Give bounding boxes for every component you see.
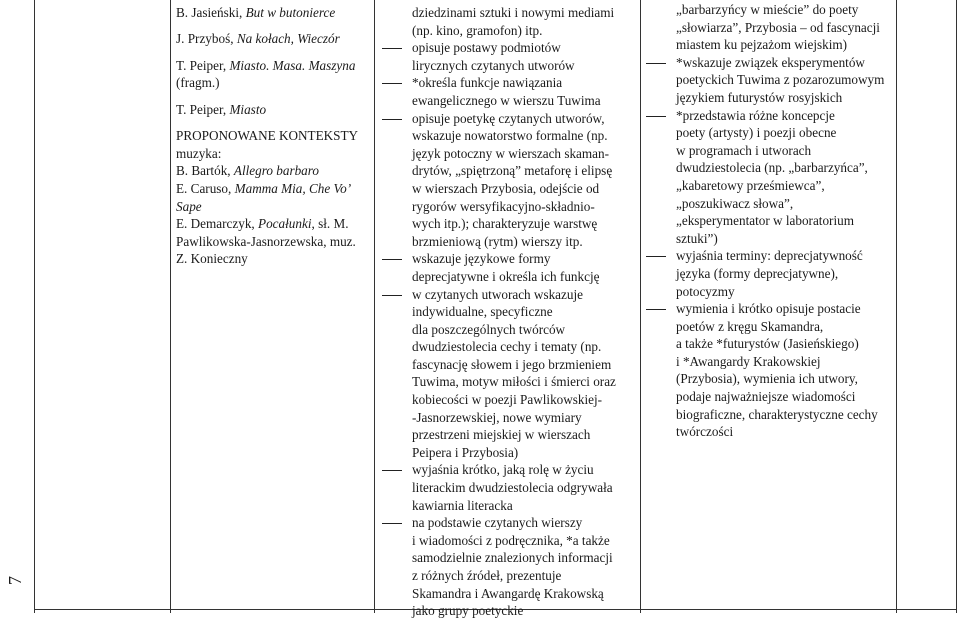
learning-goals-column xyxy=(378,4,640,620)
bullet-item-line: w programach i utworach xyxy=(676,142,812,158)
bullet-item-line: przestrzeni miejskiej w wierszach xyxy=(412,427,591,443)
bullet-item-line: dwudziestolecia (np. „barbarzyńca”, xyxy=(676,160,868,176)
bullet-item-line: *wskazuje związek eksperymentów xyxy=(676,54,865,70)
bullet-item-line: samodzielnie znalezionych informacji xyxy=(412,550,613,566)
bullet-item xyxy=(378,110,640,251)
text-title: Allegro barbaro xyxy=(233,163,319,179)
bullet-item-line: językiem futurystów rosyjskich xyxy=(676,89,843,105)
dash-bullet-icon xyxy=(642,300,666,318)
bullet-item-line: ewangelicznego w wierszu Tuwima xyxy=(412,92,601,108)
bullet-item-line: wyjaśnia terminy: deprecjatywność xyxy=(676,248,863,264)
dash-bullet-icon xyxy=(378,461,402,479)
text-entry-line xyxy=(176,233,368,251)
bullet-item-line: -Jasnorzewskiej, nowe wymiary xyxy=(412,409,582,425)
bullet-item-line: *przedstawia różne koncepcje xyxy=(676,107,835,123)
bullet-item xyxy=(642,300,894,441)
bullet-item xyxy=(378,286,640,462)
text-author: , sł. M. xyxy=(311,216,349,232)
bullet-item xyxy=(378,461,640,514)
text-title: Sape xyxy=(176,198,202,214)
bullet-item-line: poetów z kręgu Skamandra, xyxy=(676,318,824,334)
table-border-col2 xyxy=(374,0,375,613)
bullet-item-line: języka (formy deprecjatywne), xyxy=(676,265,839,281)
continued-text-line: miastem ku pejzażom wiejskim) xyxy=(676,37,848,53)
bullet-item-line: sztuki”) xyxy=(676,230,718,246)
bullet-item xyxy=(642,107,894,248)
bullet-item-line: wyjaśnia krótko, jaką rolę w życiu xyxy=(412,462,594,478)
bullet-item-line: opisuje postawy podmiotów xyxy=(412,40,561,56)
bullet-item-line: dwudziestolecia cechy i tematy (np. xyxy=(412,339,602,355)
bullet-item-line: na podstawie czytanych wierszy xyxy=(412,515,583,531)
bullet-item-line: w wierszach Przybosia, odejście od xyxy=(412,180,600,196)
text-author: PROPONOWANE KONTEKSTY xyxy=(176,128,359,144)
dash-bullet-icon xyxy=(378,514,402,532)
bullet-item-line: indywidualne, specyficzne xyxy=(412,304,553,320)
text-title: But w butonierce xyxy=(245,5,336,20)
text-entry-line xyxy=(176,127,368,145)
bullet-item-line: a także *futurystów (Jasieńskiego) xyxy=(676,336,859,352)
text-author: E. Caruso, xyxy=(176,180,235,196)
continued-text-line: „barbarzyńcy w mieście” do poety xyxy=(676,2,859,17)
bullet-item-line: Peipera i Przybosia) xyxy=(412,444,519,460)
bullet-item-line: jako grupy poetyckie xyxy=(412,603,524,619)
dash-bullet-icon xyxy=(378,286,402,304)
continued-text-line: (np. kino, gramofon) itp. xyxy=(412,22,543,38)
bullet-item-line: biograficzne, charakterystyczne cechy xyxy=(676,406,878,422)
dash-bullet-icon xyxy=(642,54,666,72)
bullet-item-line: (Przybosia), wymienia ich utwory, xyxy=(676,371,858,387)
text-author: muzyka: xyxy=(176,145,222,161)
dash-bullet-icon xyxy=(378,250,402,268)
text-entry-line xyxy=(176,74,368,92)
dash-bullet-icon xyxy=(378,110,402,128)
bullet-item-line: wskazuje językowe formy xyxy=(412,251,551,267)
bullet-item-line: rygorów wersyfikacyjno-składnio- xyxy=(412,198,595,214)
text-author: (fragm.) xyxy=(176,75,220,91)
continued-text-line: dziedzinami sztuki i nowymi mediami xyxy=(412,5,615,20)
text-entry-line xyxy=(176,30,368,48)
text-entry-line xyxy=(176,57,368,75)
text-entry-line xyxy=(176,4,368,22)
bullet-item-line: opisuje poetykę czytanych utworów, xyxy=(412,110,605,126)
bullet-item-line: lirycznych czytanych utworów xyxy=(412,57,575,73)
bullet-item xyxy=(642,247,894,300)
page-number: 7 xyxy=(4,575,25,585)
text-author: J. Przyboś, xyxy=(176,31,237,47)
text-entry-line xyxy=(176,198,368,216)
bullet-item-line: twórczości xyxy=(676,424,734,440)
bullet-item-line: poetyckich Tuwima z pozarozumowym xyxy=(676,72,885,88)
text-entry-line xyxy=(176,215,368,233)
table-border-col3 xyxy=(640,0,641,613)
bullet-item-line: Skamandra i Awangardę Krakowską xyxy=(412,585,604,601)
text-author: T. Peiper, xyxy=(176,101,230,117)
table-border-col4 xyxy=(896,0,897,613)
text-entry-line xyxy=(176,101,368,119)
bullet-item-line: wych itp.); charakteryzuje warstwę xyxy=(412,216,598,232)
bullet-item-line: fascynację słowem i jego brzmieniem xyxy=(412,356,612,372)
dash-bullet-icon xyxy=(378,39,402,57)
bullet-item-line: w czytanych utworach wskazuje xyxy=(412,286,583,302)
bullet-item-line: drytów, „spiętrzoną” metaforę i elipsę xyxy=(412,163,613,179)
table-border-left xyxy=(34,0,35,613)
bullet-item-line: „kabaretowy prześmiewca”, xyxy=(676,177,825,193)
text-entry-line xyxy=(176,180,368,198)
bullet-item-line: z różnych źródeł, prezentuje xyxy=(412,568,562,583)
text-title: Pocałunki xyxy=(258,216,312,232)
dash-bullet-icon xyxy=(642,107,666,125)
dash-bullet-icon xyxy=(642,247,666,265)
bullet-item xyxy=(378,250,640,285)
bullet-item xyxy=(378,39,640,74)
bullet-item-line: „eksperymentator w laboratorium xyxy=(676,213,854,229)
table-border-right xyxy=(956,0,957,613)
text-author: B. Bartók, xyxy=(176,163,234,179)
text-author: B. Jasieński, xyxy=(176,5,246,20)
text-author: E. Demarczyk, xyxy=(176,216,259,232)
text-title: Miasto. Masa. Maszyna xyxy=(229,57,356,73)
bullet-item-line: język potoczny w wierszach skaman- xyxy=(412,145,610,161)
bullet-item-line: i wiadomości z podręcznika, *a także xyxy=(412,532,610,548)
texts-column xyxy=(176,4,368,268)
bullet-item-line: Tuwima, motyw miłości i śmierci oraz xyxy=(412,374,616,390)
bullet-item xyxy=(378,514,640,620)
text-title: Mamma Mia, Che Vo’ xyxy=(234,180,352,196)
bullet-item-line: literackim dwudziestolecia odgrywała xyxy=(412,480,613,496)
text-entry-line xyxy=(176,162,368,180)
bullet-item-line: *określa funkcje nawiązania xyxy=(412,75,563,91)
bullet-item-line: deprecjatywne i określa ich funkcję xyxy=(412,268,600,284)
bullet-item-line: potocyzmy xyxy=(676,283,735,299)
text-author: Z. Konieczny xyxy=(176,251,248,267)
bullet-item-line: dla poszczególnych twórców xyxy=(412,321,566,337)
text-entry-line xyxy=(176,145,368,163)
bullet-item-line: „poszukiwacz słowa”, xyxy=(676,195,794,211)
text-title: Na kołach, Wieczór xyxy=(236,31,340,47)
bullet-item-line: podaje najważniejsze wiadomości xyxy=(676,389,856,405)
table-border-col1 xyxy=(170,0,171,613)
bullet-item-line: brzmieniową (rytm) wierszy itp. xyxy=(412,233,583,249)
text-author: Pawlikowska-Jasnorzewska, muz. xyxy=(176,233,356,249)
bullet-item-line: poety (artysty) i poezji obecne xyxy=(676,125,837,141)
extended-goals-column xyxy=(642,1,894,441)
continued-text-line: „słowiarza”, Przybosia – od fascynacji xyxy=(676,19,880,35)
dash-bullet-icon xyxy=(378,74,402,92)
bullet-item-line: i *Awangardy Krakowskiej xyxy=(676,353,821,369)
text-author: T. Peiper, xyxy=(176,57,230,73)
bullet-item xyxy=(642,54,894,107)
bullet-item-line: wymienia i krótko opisuje postacie xyxy=(676,301,861,317)
bullet-item-line: kobiecości w poezji Pawlikowskiej- xyxy=(412,392,603,408)
text-title: Miasto xyxy=(229,101,267,117)
bullet-item-line: kawiarnia literacka xyxy=(412,497,513,513)
bullet-item-line: wskazuje nowatorstwo formalne (np. xyxy=(412,128,608,144)
bullet-item xyxy=(378,74,640,109)
text-entry-line xyxy=(176,250,368,268)
